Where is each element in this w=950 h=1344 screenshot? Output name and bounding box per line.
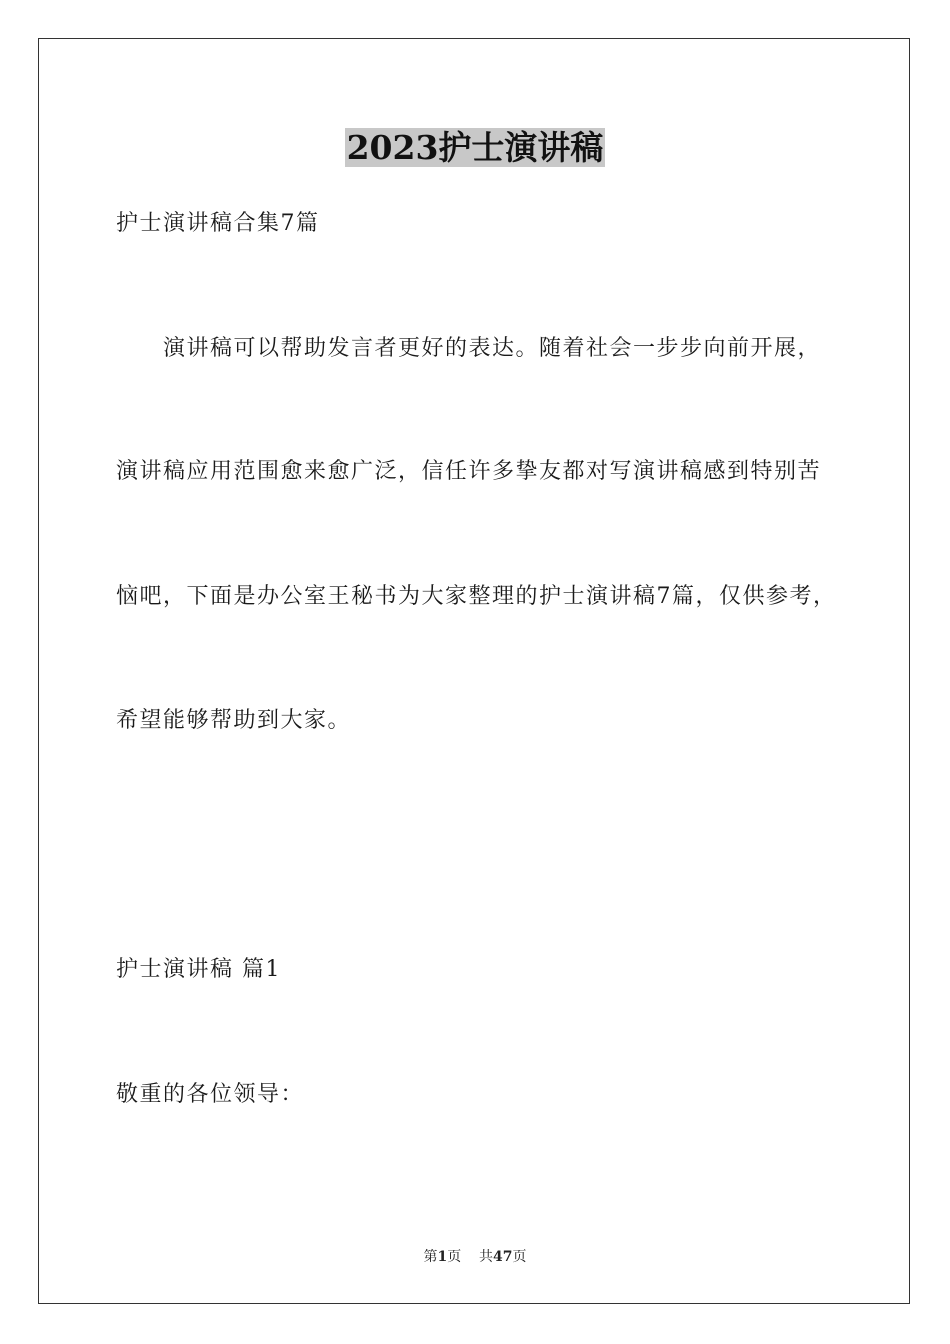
page-suffix: 页 [447,1249,462,1265]
page-footer [0,1247,950,1267]
page-prefix: 第 [423,1249,438,1265]
salutation: 敬重的各位领导： [116,1082,305,1107]
paragraph-line-4: 希望能够帮助到大家。 [116,708,352,733]
total-pages: 47 [493,1249,513,1265]
paragraph-line-1: 演讲稿可以帮助发言者更好的表达。随着社会一步步向前开展， [163,336,822,361]
paragraph-line-2: 演讲稿应用范围愈来愈广泛，信任许多挚友都对写演讲稿感到特别苦 [116,459,822,484]
page-number: 1 [437,1249,448,1265]
section-heading: 护士演讲稿 篇1 [116,957,281,982]
paragraph-line-3: 恼吧，下面是办公室王秘书为大家整理的护士演讲稿7篇，仅供参考， [116,584,837,609]
document-subtitle: 护士演讲稿合集7篇 [116,211,320,236]
document-title [0,126,950,170]
total-prefix: 共 [479,1249,494,1265]
total-suffix: 页 [512,1249,527,1265]
document-title-text: 2023护士演讲稿 [346,128,604,167]
